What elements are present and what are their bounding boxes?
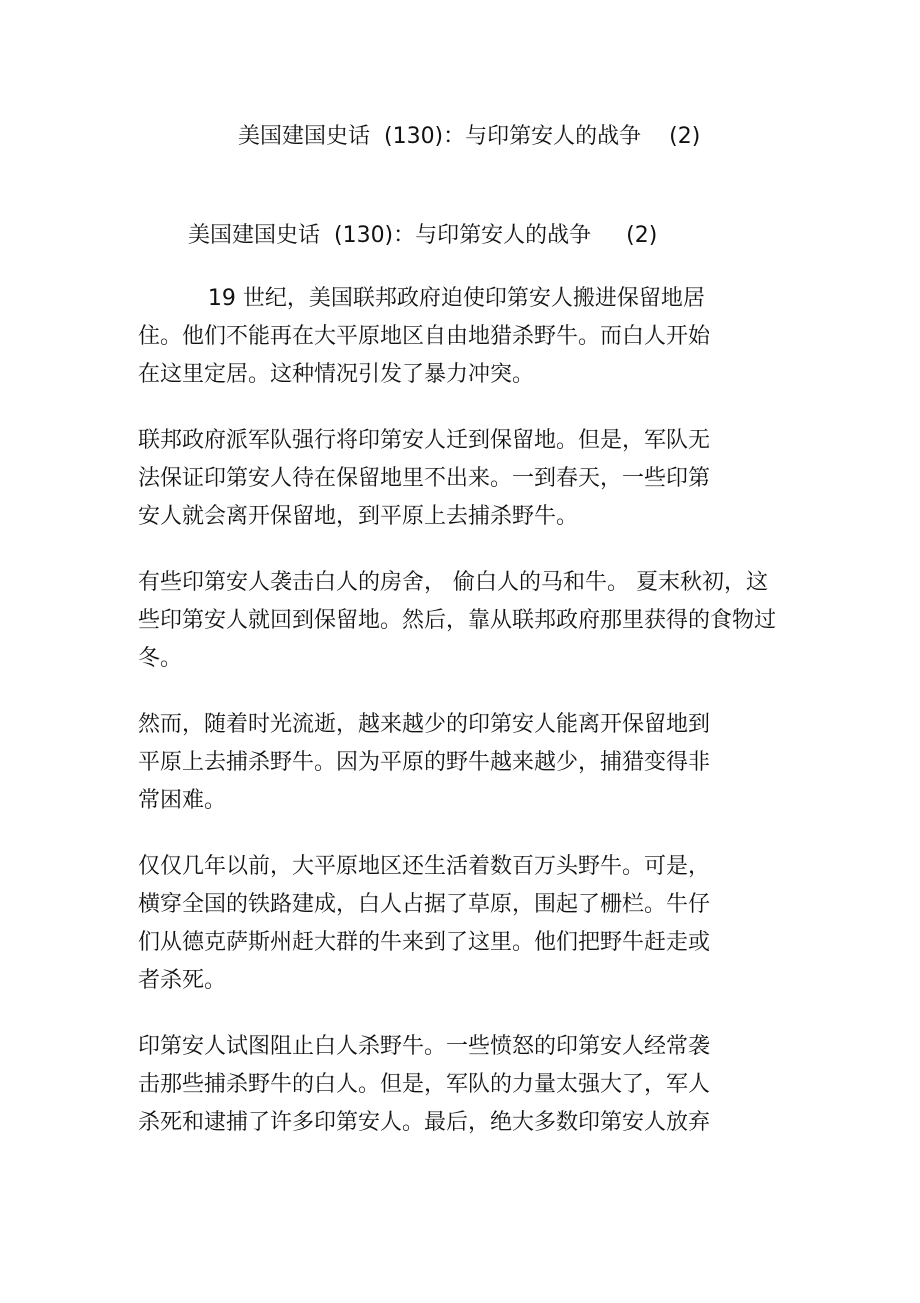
paragraph-line: 横穿全国的铁路建成，白人占据了草原，围起了栅栏。牛仔 <box>138 892 711 917</box>
paragraph-line: 在这里定居。这种情况引发了暴力冲突。 <box>138 362 535 387</box>
paragraph-line: 常困难。 <box>138 788 227 813</box>
paragraph-line: 冬。 <box>138 646 183 671</box>
paragraph-line: 者杀死。 <box>138 968 227 993</box>
paragraph-line: 们从德克萨斯州赶大群的牛来到了这里。他们把野牛赶走或 <box>138 930 711 955</box>
paragraph-line: 有些印第安人袭击白人的房舍， 偷白人的马和牛。 夏末秋初，这 <box>138 570 768 595</box>
paragraph-line: 19 世纪，美国联邦政府迫使印第安人搬进保留地居 <box>138 286 705 311</box>
paragraph <box>138 422 710 536</box>
paragraph-line: 击那些捕杀野牛的白人。但是，军队的力量太强大了，军人 <box>138 1072 711 1097</box>
paragraph-line: 印第安人试图阻止白人杀野牛。一些愤怒的印第安人经常袭 <box>138 1034 711 1059</box>
paragraph-line: 法保证印第安人待在保留地里不出来。一到春天，一些印第 <box>138 466 711 491</box>
paragraph-line: 然而，随着时光流逝，越来越少的印第安人能离开保留地到 <box>138 712 711 737</box>
paragraph <box>138 564 776 678</box>
paragraph-line: 些印第安人就回到保留地。然后，靠从联邦政府那里获得的食物过 <box>138 608 777 633</box>
paragraph-line: 仅仅几年以前，大平原地区还生活着数百万头野牛。可是， <box>138 854 711 879</box>
article-heading: 美国建国史话 (130)：与印第安人的战争 (2) <box>188 223 658 248</box>
paragraph-line: 联邦政府派军队强行将印第安人迁到保留地。但是，军队无 <box>138 428 711 453</box>
paragraph-line: 安人就会离开保留地，到平原上去捕杀野牛。 <box>138 504 579 529</box>
paragraph <box>138 1028 710 1142</box>
document-title: 美国建国史话 (130)：与印第安人的战争 (2) <box>238 124 701 149</box>
paragraph-line: 平原上去捕杀野牛。因为平原的野牛越来越少，捕猎变得非 <box>138 750 711 775</box>
paragraph <box>138 848 710 1000</box>
paragraph-line: 住。他们不能再在大平原地区自由地猎杀野牛。而白人开始 <box>138 324 711 349</box>
paragraph <box>138 280 710 394</box>
paragraph-line: 杀死和逮捕了许多印第安人。最后，绝大多数印第安人放弃 <box>138 1110 711 1135</box>
paragraph <box>138 706 710 820</box>
